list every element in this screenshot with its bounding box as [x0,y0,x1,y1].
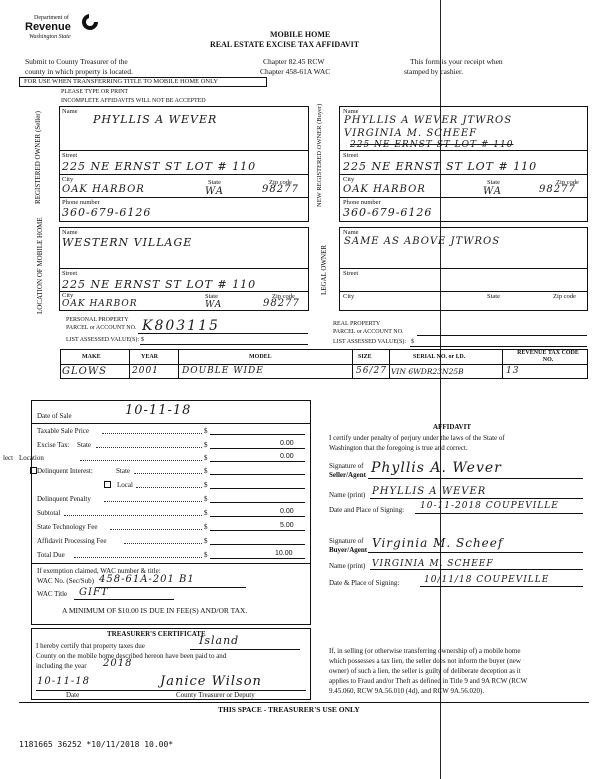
excise-state-label: State [77,441,91,449]
wac-title-label: WAC Title [37,590,68,598]
submit-line2: county in which property is located. [25,67,133,76]
date-of-sale-label: Date of Sale [37,412,72,420]
buyer-zip: 98277 [539,184,576,195]
code-value: 13 [506,366,520,376]
seller-print: PHYLLIS A WEVER [372,486,487,497]
receipt-stamp: 1181665 36252 *10/11/2018 10.00* [19,740,174,749]
excise-state-dollar: $ [204,441,208,449]
buyer-print: VIRGINIA M. SCHEEF [372,559,494,569]
buyer-city: OAK HARBOR [343,184,426,195]
seller-signature: Phyllis A. Wever [371,460,502,476]
receipt-line1: This form is your receipt when [410,57,503,66]
seller-phone: 360-679-6126 [62,206,152,219]
excise-local-label: Location [19,454,44,462]
seller-zip: 98277 [262,184,299,195]
legal-owner-label: LEGAL OWNER [320,244,328,296]
location-name: WESTERN VILLAGE [62,236,193,249]
treasurer-sig-label: County Treasurer or Deputy [176,691,255,699]
sig-buyer-label2: Buyer/Agent [329,546,368,554]
seller-name: PHYLLIS A WEVER [93,113,218,126]
buyer-state: WA [483,186,503,197]
logo-dept-line1: Department of [34,15,69,21]
seller-date-label: Date and Place of Signing: [329,506,405,514]
notice-line1: If, in selling (or otherwise transferring ownership of) a mobile home [329,647,521,655]
treasurer-use-only: THIS SPACE - TREASURER'S USE ONLY [218,705,360,714]
buyer-signature: Virginia M. Scheef [372,536,504,550]
location-name-label: Name [62,229,78,236]
affidavit-text1: I certify under penalty of perjury under the laws of the State of [329,434,505,442]
taxable-dollar: $ [204,427,208,435]
new-owner-label: NEW REGISTERED OWNER (Buyer) [316,103,323,207]
location-city: OAK HARBOR [62,299,138,309]
delinq-state-dollar: $ [204,467,208,475]
legal-street-label: Street [343,270,359,277]
treasurer-date: 10-11-18 [37,676,90,687]
buyer-zip-label: Zip code [556,179,579,186]
transfer-note: FOR USE WHEN TRANSFERRING TITLE TO MOBILE HOME ONLY [24,78,219,85]
date-of-sale: 10-11-18 [125,403,192,418]
total-label: Total Due [37,551,65,559]
parcel-number: K803115 [142,318,220,334]
year-value: 2001 [132,366,159,376]
seller-print-label: Name (print) [329,491,366,499]
taxable-label: Taxable Sale Price [37,427,89,435]
buyer-name: PHYLLIS A WEVER JTWROS [344,115,513,126]
treasurer-year: 2018 [103,658,133,669]
tech-fee-value: 5.00 [280,522,294,529]
chapter-rcw: Chapter 82.45 RCW [263,57,325,66]
type-note: PLEASE TYPE OR PRINT [61,89,129,95]
form-title-1: MOBILE HOME [270,30,331,39]
legal-zip-label: Zip code [553,293,576,300]
legal-city-label: City [343,293,355,300]
list-assessed-dollar: $ [141,337,144,343]
location-street-label: Street [62,270,78,277]
submit-line1: Submit to County Treasurer of the [25,57,128,66]
treasurer-county: Island [199,634,240,647]
subtotal-dollar: $ [204,509,208,517]
buyer-date-label: Date & Place of Signing: [329,579,400,587]
personal-property-label: PERSONAL PROPERTY [66,317,129,323]
buyer-date: 10/11/18 COUPEVILLE [424,575,550,585]
excise-local-value: 0.00 [280,453,294,460]
notice-line5: 9.45.060, RCW 9A.56.010 (4d), and RCW 9A.56.020). [329,687,485,695]
seller-date: 10-11-2018 COUPEVILLE [420,501,559,511]
parcel-label: PARCEL or ACCOUNT NO. [66,325,137,331]
real-parcel-label: PARCEL or ACCOUNT NO. [333,329,404,335]
excise-local-dollar: $ [204,454,208,462]
registered-owner-label: REGISTERED OWNER (Seller) [34,111,42,204]
serial-value: VIN 6WDR23N25B [391,367,464,376]
logo-swirl-icon [82,14,98,30]
delinquent-checkbox[interactable] [30,467,37,474]
make-header: MAKE [82,354,101,360]
minimum-note: A MINIMUM OF $10.00 IS DUE IN FEE(S) AND/OR TAX. [62,606,248,615]
treasurer-title: TREASURER'S CERTIFICATE [107,630,206,638]
seller-city: OAK HARBOR [62,184,145,195]
buyer-print-label: Name (print) [329,562,366,570]
buyer-street-struck: 225 NE ERNST ST LOT # 110 [350,140,514,150]
seller-phone-label: Phone number [62,199,100,206]
legal-name-label: Name [343,229,359,236]
location-street: 225 NE ERNST ST LOT # 110 [62,278,257,291]
sig-seller-label2: Seller/Agent [329,471,366,479]
treasurer-signature: Janice Wilson [160,674,262,689]
excise-state-value: 0.00 [280,440,294,447]
subtotal-value: 0.00 [280,508,294,515]
seller-city-label: City [62,176,74,183]
real-property-label: REAL PROPERTY [333,321,381,327]
location-state: WA [205,300,223,310]
treasurer-text3: including the year [36,662,87,670]
notice-line2: which possesses a tax lien, the seller does not inform the buyer (new [329,657,521,665]
local-checkbox[interactable] [104,481,111,488]
treasurer-date-label: Date [66,691,80,699]
delinquent-label: Delinquent Interest: [37,467,93,475]
buyer-phone: 360-679-6126 [343,206,433,219]
penalty-dollar: $ [204,495,208,503]
tech-fee-label: State Technology Fee [37,523,98,531]
seller-state: WA [205,186,225,197]
treasurer-text1: I hereby certify that property taxes due [36,642,145,650]
location-zip-label: Zip code [272,293,295,300]
code-header: REVENUE TAX CODE NO. [517,350,579,363]
affidavit-fee-label: Affidavit Processing Fee [37,537,107,545]
chapter-wac: Chapter 458-61A WAC [260,67,331,76]
buyer-phone-label: Phone number [343,199,381,206]
form-title-2: REAL ESTATE EXCISE TAX AFFIDAVIT [210,40,360,49]
subtotal-label: Subtotal [37,509,61,517]
model-header: MODEL [249,354,272,360]
seller-street-label: Street [62,152,78,159]
buyer-street: 225 NE ERNST ST LOT # 110 [343,160,538,173]
wac-no-value: 458-61A-201 B1 [99,574,195,585]
local2-label: Local [117,481,133,489]
local2-dollar: $ [204,481,208,489]
location-city-label: City [62,292,74,299]
total-dollar: $ [204,551,208,559]
logo-dept-line2: Revenue [25,21,71,33]
seller-street: 225 NE ERNST ST LOT # 110 [62,160,257,173]
size-value: 56/27 [356,366,387,376]
serial-header: SERIAL NO. or I.D. [413,354,466,360]
location-zip: 98277 [263,298,300,309]
notice-line3: owner) of such a lien, the seller is guilty of deliberate deception as it [329,667,521,675]
tech-dollar: $ [204,523,208,531]
year-header: YEAR [141,354,159,360]
real-assessed-dollar: $ [411,339,414,345]
affidavit-fee-dollar: $ [204,537,208,545]
sig-buyer-label1: Signature of [329,537,364,545]
wac-title-value: GIFT [79,587,109,598]
delinq-penalty-label: Delinquent Penalty [37,495,91,503]
location-state-label: State [205,293,218,300]
model-value: DOUBLE WIDE [182,366,264,376]
seller-zip-label: Zip code [269,179,292,186]
wac-no-label: WAC No. (Sec/Sub) [37,577,94,585]
logo-dept-line3: Washington State [29,34,71,40]
delinq-state-label: State [116,467,130,475]
list-assessed-label: LIST ASSESSED VALUE(S): [66,337,140,343]
legal-state-label: State [487,293,500,300]
incomplete-note: INCOMPLETE AFFIDAVITS WILL NOT BE ACCEPTED [61,98,206,104]
legal-name: SAME AS ABOVE JTWROS [344,236,501,247]
total-value: 10.00 [275,550,293,557]
buyer-state-label: State [487,179,500,186]
affidavit-title: AFFIDAVIT [433,423,471,431]
affidavit-text2: Washington that the foregoing is true and correct. [329,444,468,452]
location-label: LOCATION OF MOBILE HOME [36,217,44,314]
make-value: GLOWS [62,366,107,377]
receipt-line2: stamped by cashier. [404,67,463,76]
size-header: SIZE [358,354,372,360]
lect-label: lect [3,454,14,462]
seller-state-label: State [208,179,221,186]
real-assessed-label: LIST ASSESSED VALUE(S): [333,339,407,345]
buyer-city-label: City [343,176,355,183]
buyer-name-label: Name [343,108,359,115]
notice-line4: applies to Fraud and/or Theft as defined in Title 9 and 9A RCW (RCW [329,677,528,685]
excise-label: Excise Tax: [37,441,70,449]
buyer-name2: VIRGINIA M. SCHEEF [344,128,478,139]
buyer-street-label: Street [343,152,359,159]
sig-seller-label1: Signature of [329,462,364,470]
seller-name-label: Name [62,108,78,115]
exempt-label: If exemption claimed, WAC number & title: [37,567,161,575]
treasurer-text2: County on the mobile home described hereon have been paid to and [36,652,227,660]
